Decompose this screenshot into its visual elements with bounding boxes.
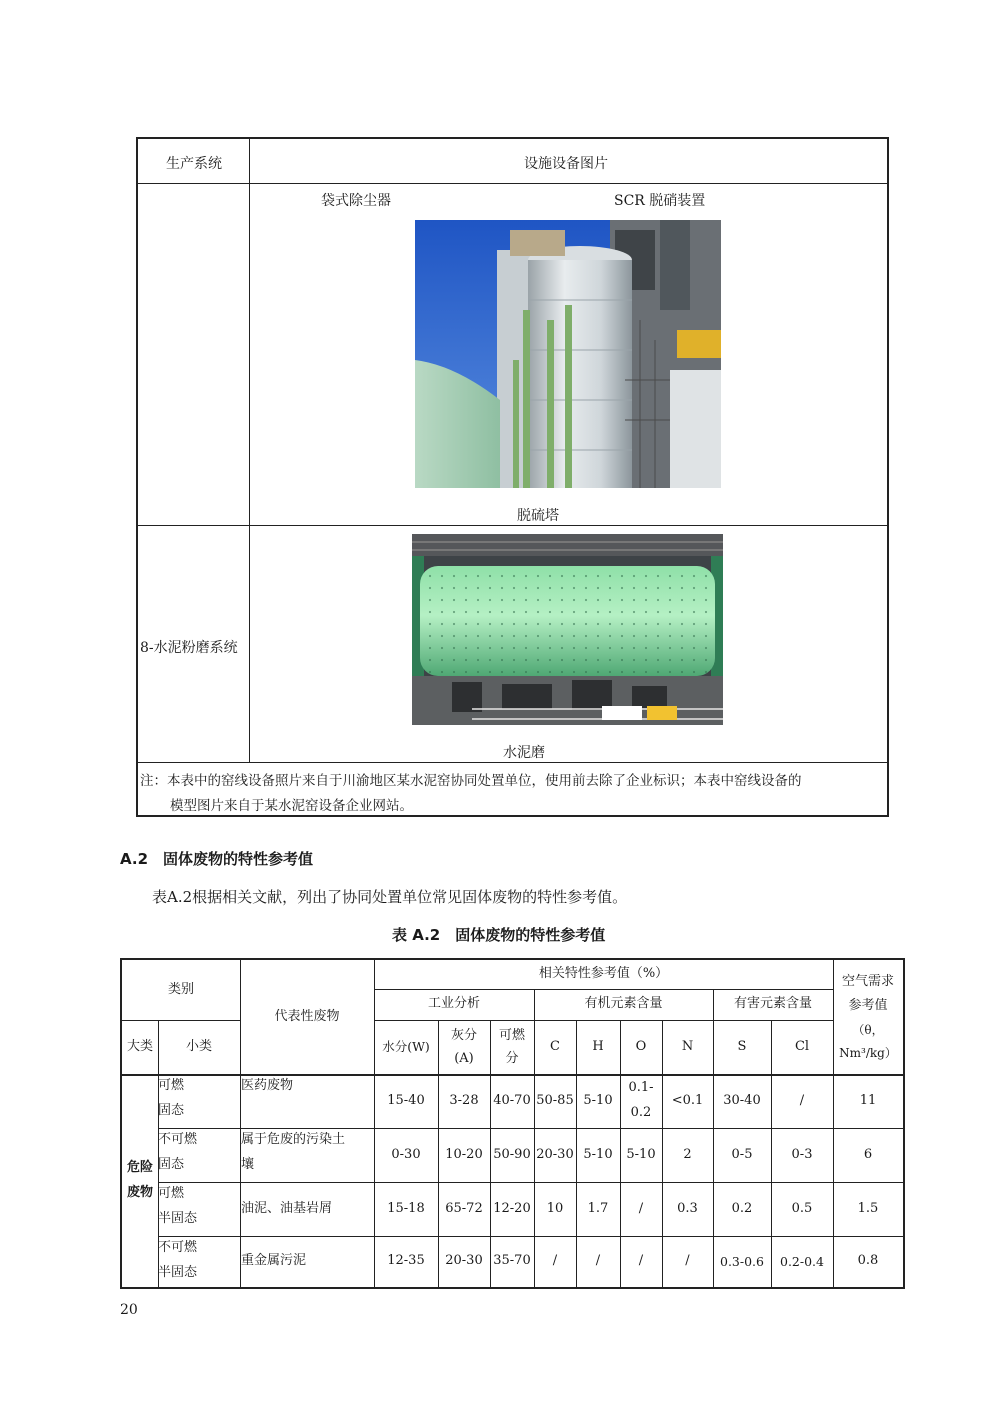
header-comb-line2: 分 bbox=[505, 1051, 519, 1066]
header-ash bbox=[438, 1020, 490, 1074]
cell-s: 0.2 bbox=[731, 1200, 753, 1216]
table-note-line2: 模型图片来自于某水泥窑设备企业网站。 bbox=[170, 798, 413, 814]
page-number: 20 bbox=[120, 1302, 138, 1318]
cell-ash: 3-28 bbox=[449, 1092, 479, 1108]
cell-cl: 0.2-0.4 bbox=[780, 1253, 824, 1269]
table-note-line1: 注：本表中的窑线设备照片来自于川渝地区某水泥窑协同处置单位，使用前去除了企业标识；本表中窑线设备的 bbox=[140, 773, 802, 789]
cell-c: / bbox=[552, 1253, 558, 1269]
label-scr-denitration: SCR 脱硝装置 bbox=[614, 193, 706, 209]
caption-desulfurization-tower: 脱硫塔 bbox=[517, 508, 559, 524]
cell-o: / bbox=[638, 1200, 644, 1216]
header-representative-waste: 代表性废物 bbox=[274, 1008, 340, 1024]
table-row-waste: 重金属污泥 bbox=[241, 1253, 307, 1269]
table-row-waste bbox=[241, 1128, 374, 1182]
section-heading: A.2 固体废物的特性参考值 bbox=[120, 850, 314, 868]
cell-c: 20-30 bbox=[536, 1146, 574, 1162]
minor-line1: 不可燃 bbox=[158, 1132, 198, 1147]
cell-ash: 20-30 bbox=[445, 1253, 483, 1269]
cell-moisture: 15-18 bbox=[387, 1200, 425, 1216]
cell-ash: 65-72 bbox=[445, 1200, 483, 1216]
cell-o: / bbox=[638, 1253, 644, 1269]
table-rule bbox=[138, 525, 887, 526]
minor-line1: 不可燃 bbox=[158, 1240, 198, 1255]
cell-air: 11 bbox=[859, 1092, 877, 1108]
cell-o: 5-10 bbox=[626, 1146, 656, 1162]
header-air-line1: 空气需求 bbox=[841, 973, 894, 989]
header-air-demand bbox=[833, 960, 903, 1074]
table-row-minor bbox=[158, 1236, 240, 1287]
cell-n: 2 bbox=[683, 1146, 692, 1162]
header-air-line2: 参考值 bbox=[848, 998, 888, 1014]
cell-combustible: 40-70 bbox=[493, 1092, 531, 1108]
header-h: H bbox=[592, 1038, 604, 1054]
minor-line2: 固态 bbox=[158, 1102, 185, 1118]
header-n: N bbox=[681, 1038, 694, 1054]
header-industrial-analysis: 工业分析 bbox=[427, 996, 480, 1012]
desulfurization-tower-image bbox=[415, 220, 721, 488]
cell-air: 6 bbox=[863, 1146, 873, 1162]
cell-s: 0-5 bbox=[731, 1146, 753, 1162]
table-row-minor bbox=[158, 1182, 240, 1236]
minor-line2: 固态 bbox=[158, 1156, 185, 1172]
waste-line1: 医药废物 bbox=[241, 1078, 294, 1093]
cell-ash: 10-20 bbox=[445, 1146, 483, 1162]
section-paragraph: 表A.2根据相关文献，列出了协同处置单位常见固体废物的特性参考值。 bbox=[152, 888, 628, 906]
cell-cl: 0-3 bbox=[791, 1146, 813, 1162]
header-s: S bbox=[737, 1038, 747, 1054]
minor-line1: 可燃 bbox=[158, 1186, 185, 1201]
cell-air: 0.8 bbox=[857, 1253, 879, 1269]
header-harmful-elements: 有害元素含量 bbox=[733, 996, 812, 1012]
minor-line2: 半固态 bbox=[158, 1210, 198, 1226]
cell-h: 1.7 bbox=[587, 1200, 609, 1216]
minor-line1: 可燃 bbox=[158, 1078, 185, 1093]
header-equipment-photos: 设施设备图片 bbox=[524, 156, 608, 172]
header-air-line3: （θ， bbox=[852, 1022, 884, 1037]
header-reference-values: 相关特性参考值（%） bbox=[538, 966, 669, 982]
cell-n: 0.3 bbox=[677, 1200, 698, 1216]
cell-h: 5-10 bbox=[583, 1146, 613, 1162]
cell-s: 0.3-0.6 bbox=[720, 1253, 764, 1269]
cell-o-line1: 0.1- bbox=[628, 1080, 654, 1096]
cell-o-line2: 0.2 bbox=[630, 1105, 652, 1120]
cell-air: 1.5 bbox=[857, 1200, 879, 1216]
cell-c: 10 bbox=[546, 1200, 564, 1216]
cell-moisture: 12-35 bbox=[387, 1253, 425, 1269]
caption-cement-mill: 水泥磨 bbox=[503, 745, 545, 761]
header-combustible bbox=[490, 1020, 534, 1074]
cell-h: 5-10 bbox=[583, 1092, 613, 1108]
cement-mill-image bbox=[412, 534, 723, 725]
header-moisture: 水分(W) bbox=[382, 1039, 430, 1055]
cell-s: 30-40 bbox=[723, 1092, 761, 1108]
cell-combustible: 12-20 bbox=[493, 1200, 531, 1216]
header-organic-elements: 有机元素含量 bbox=[584, 996, 663, 1012]
table-title: 表 A.2 固体废物的特性参考值 bbox=[392, 926, 606, 944]
table-row-waste: 油泥、油基岩屑 bbox=[241, 1200, 333, 1216]
header-production-system: 生产系统 bbox=[166, 156, 222, 172]
major-line1: 危险 bbox=[126, 1159, 153, 1175]
header-ash-line1: 灰分 bbox=[450, 1027, 477, 1043]
cell-moisture: 15-40 bbox=[387, 1092, 425, 1108]
label-bag-filter: 袋式除尘器 bbox=[321, 193, 391, 209]
header-major: 大类 bbox=[126, 1038, 153, 1054]
table-row-minor bbox=[158, 1074, 240, 1128]
header-ash-line2: (A) bbox=[454, 1051, 474, 1066]
table-rule bbox=[138, 762, 887, 763]
photo-desulfurization-tower bbox=[415, 220, 721, 488]
cell-combustible: 35-70 bbox=[493, 1253, 531, 1269]
cell-cl: 0.5 bbox=[791, 1200, 813, 1216]
header-o: O bbox=[635, 1038, 647, 1054]
header-minor: 小类 bbox=[185, 1038, 212, 1054]
cell-n: / bbox=[685, 1253, 690, 1269]
table-row-waste bbox=[241, 1074, 374, 1128]
header-category: 类别 bbox=[167, 981, 194, 997]
header-c: C bbox=[550, 1038, 560, 1054]
waste-line1: 属于危废的污染土 bbox=[241, 1132, 346, 1147]
header-air-line4: Nm³/kg） bbox=[839, 1045, 897, 1060]
cell-o bbox=[620, 1074, 662, 1128]
table-rule bbox=[249, 139, 250, 762]
major-line2: 废物 bbox=[126, 1184, 153, 1200]
cell-h: / bbox=[595, 1253, 601, 1269]
cell-cl: / bbox=[799, 1092, 805, 1108]
major-category-hazardous bbox=[122, 1074, 158, 1287]
cell-moisture: 0-30 bbox=[391, 1146, 421, 1162]
cell-c: 50-85 bbox=[536, 1092, 574, 1108]
table-rule bbox=[138, 183, 887, 184]
cell-combustible: 50-90 bbox=[493, 1146, 531, 1162]
header-comb-line1: 可燃 bbox=[498, 1027, 525, 1043]
waste-line2: 壤 bbox=[241, 1156, 255, 1172]
table-row-minor bbox=[158, 1128, 240, 1182]
system-cement-grinding: 8-水泥粉磨系统 bbox=[140, 640, 238, 656]
waste-properties-table bbox=[120, 958, 905, 1289]
photo-cement-mill bbox=[412, 534, 723, 725]
minor-line2: 半固态 bbox=[158, 1264, 198, 1280]
cell-n: <0.1 bbox=[671, 1092, 704, 1108]
header-cl: Cl bbox=[794, 1038, 810, 1054]
